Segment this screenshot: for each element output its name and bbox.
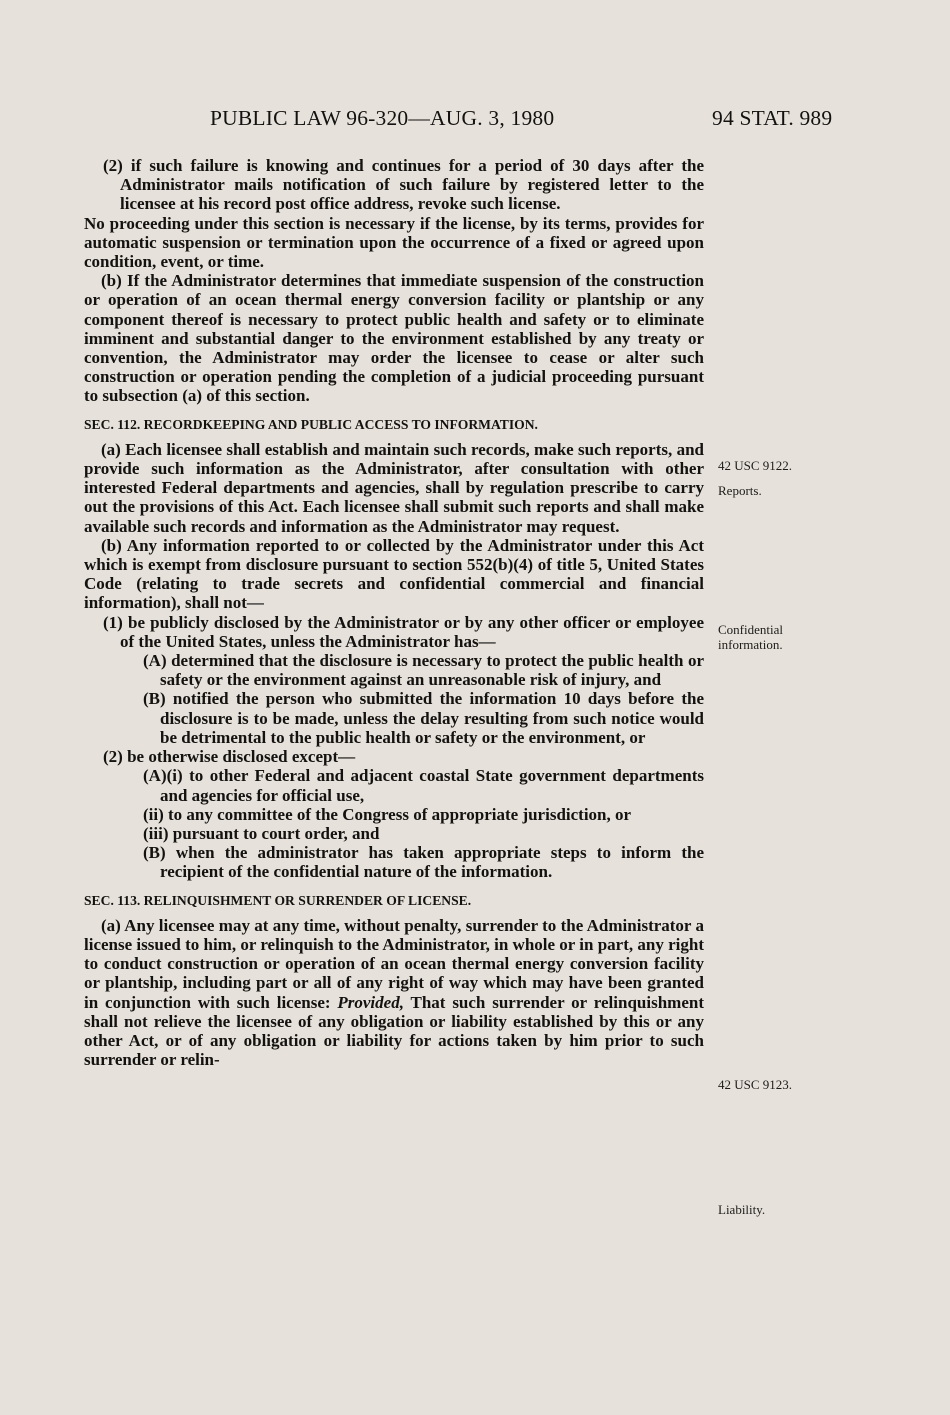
margin-note-42-usc-9122: 42 USC 9122. <box>718 458 793 473</box>
paragraph-113-a <box>84 916 704 1070</box>
margin-note-reports: Reports. <box>718 483 762 498</box>
page-header-stat: 94 STAT. 989 <box>712 106 833 130</box>
statute-body <box>84 156 704 1069</box>
page-header-title: PUBLIC LAW 96-320—AUG. 3, 1980 <box>210 106 555 130</box>
paragraph-113-a-part2: That such surrender or relinquishment shall not relieve the licensee of any obligation or liability established by this or any other Act, or of any obligation or liability for actions taken by him prior to such surrender or relin- <box>84 992 704 1070</box>
paragraph-112-b-2-B: (B) when the administrator has taken appropriate steps to inform the recipient of the confidential nature of the information. <box>143 843 704 882</box>
paragraph-112-b-2: (2) be otherwise disclosed except— <box>103 747 356 767</box>
paragraph-113-a-provided: Provided, <box>337 992 404 1012</box>
paragraph-112-b-1-B: (B) notified the person who submitted the information 10 days before the disclosure is to be made, unless the delay resulting from such notice would be detrimental to the public health or safety or the environment, or <box>143 689 704 747</box>
section-112-heading: SEC. 112. RECORDKEEPING AND PUBLIC ACCESS TO INFORMATION. <box>84 416 538 432</box>
paragraph-112-b-2-A-ii: (ii) to any committee of the Congress of appropriate jurisdiction, or <box>143 804 632 824</box>
paragraph-112-b: (b) Any information reported to or collected by the Administrator under this Act which is exempt from disclosure pursuant to section 552(b)(4) of title 5, United States Code (relating to trade secrets and confidential commercial and financial information), shall not— <box>84 535 704 613</box>
paragraph-112-a: (a) Each licensee shall establish and maintain such records, make such reports, and provide such information as the Administrator, after consultation with other interested Federal departments and agencies, shall by regulation prescribe to carry out the provisions of this Act. Each licensee shall submit such reports and shall make available such records and information as the Administrator may request. <box>84 439 704 536</box>
paragraph-no-proceeding: No proceeding under this section is necessary if the license, by its terms, provides for automatic suspension or termination upon the occurrence of a fixed or agreed upon condition, event, or time. <box>84 213 704 272</box>
margin-note-42-usc-9123: 42 USC 9123. <box>718 1077 793 1092</box>
paragraph-113-a-part1: (a) Any licensee may at any time, without penalty, surrender to the Administrator a license issued to him, or relinquish to the Administrator, in whole or in part, any right to conduct construction or operation of an ocean thermal energy conversion facility or plantship, including part or all of any right of way which may have been granted in conjunction with such license: <box>84 915 704 1012</box>
section-113-heading: SEC. 113. RELINQUISHMENT OR SURRENDER OF LICENSE. <box>84 892 472 908</box>
paragraph-2-revoke: (2) if such failure is knowing and continues for a period of 30 days after the Administrator mails notification of such failure by registered letter to the licensee at his record post office address, revoke such license. <box>103 156 704 214</box>
paragraph-112-b-2-A-iii: (iii) pursuant to court order, and <box>143 823 380 843</box>
paragraph-112-b-2-A-i: (A)(i) to other Federal and adjacent coastal State government departments and agencies for official use, <box>143 766 704 805</box>
paragraph-112-b-1: (1) be publicly disclosed by the Administrator or by any other officer or employee of the United States, unless the Administrator has— <box>103 612 704 651</box>
paragraph-112-b-1-A: (A) determined that the disclosure is necessary to protect the public health or safety or the environment against an unreasonable risk of injury, and <box>143 651 704 690</box>
margin-note-confidential-information: Confidential information. <box>718 622 783 652</box>
margin-note-liability: Liability. <box>718 1202 766 1217</box>
paragraph-b-suspension: (b) If the Administrator determines that immediate suspension of the construction or operation of an ocean thermal energy conversion facility or plantship or any component thereof is necessary to protect public health and safety or to eliminate imminent and substantial danger to the environment established by any treaty or convention, the Administrator may order the licensee to cease or alter such construction or operation pending the completion of a judicial proceeding pursuant to subsection (a) of this section. <box>84 271 704 406</box>
